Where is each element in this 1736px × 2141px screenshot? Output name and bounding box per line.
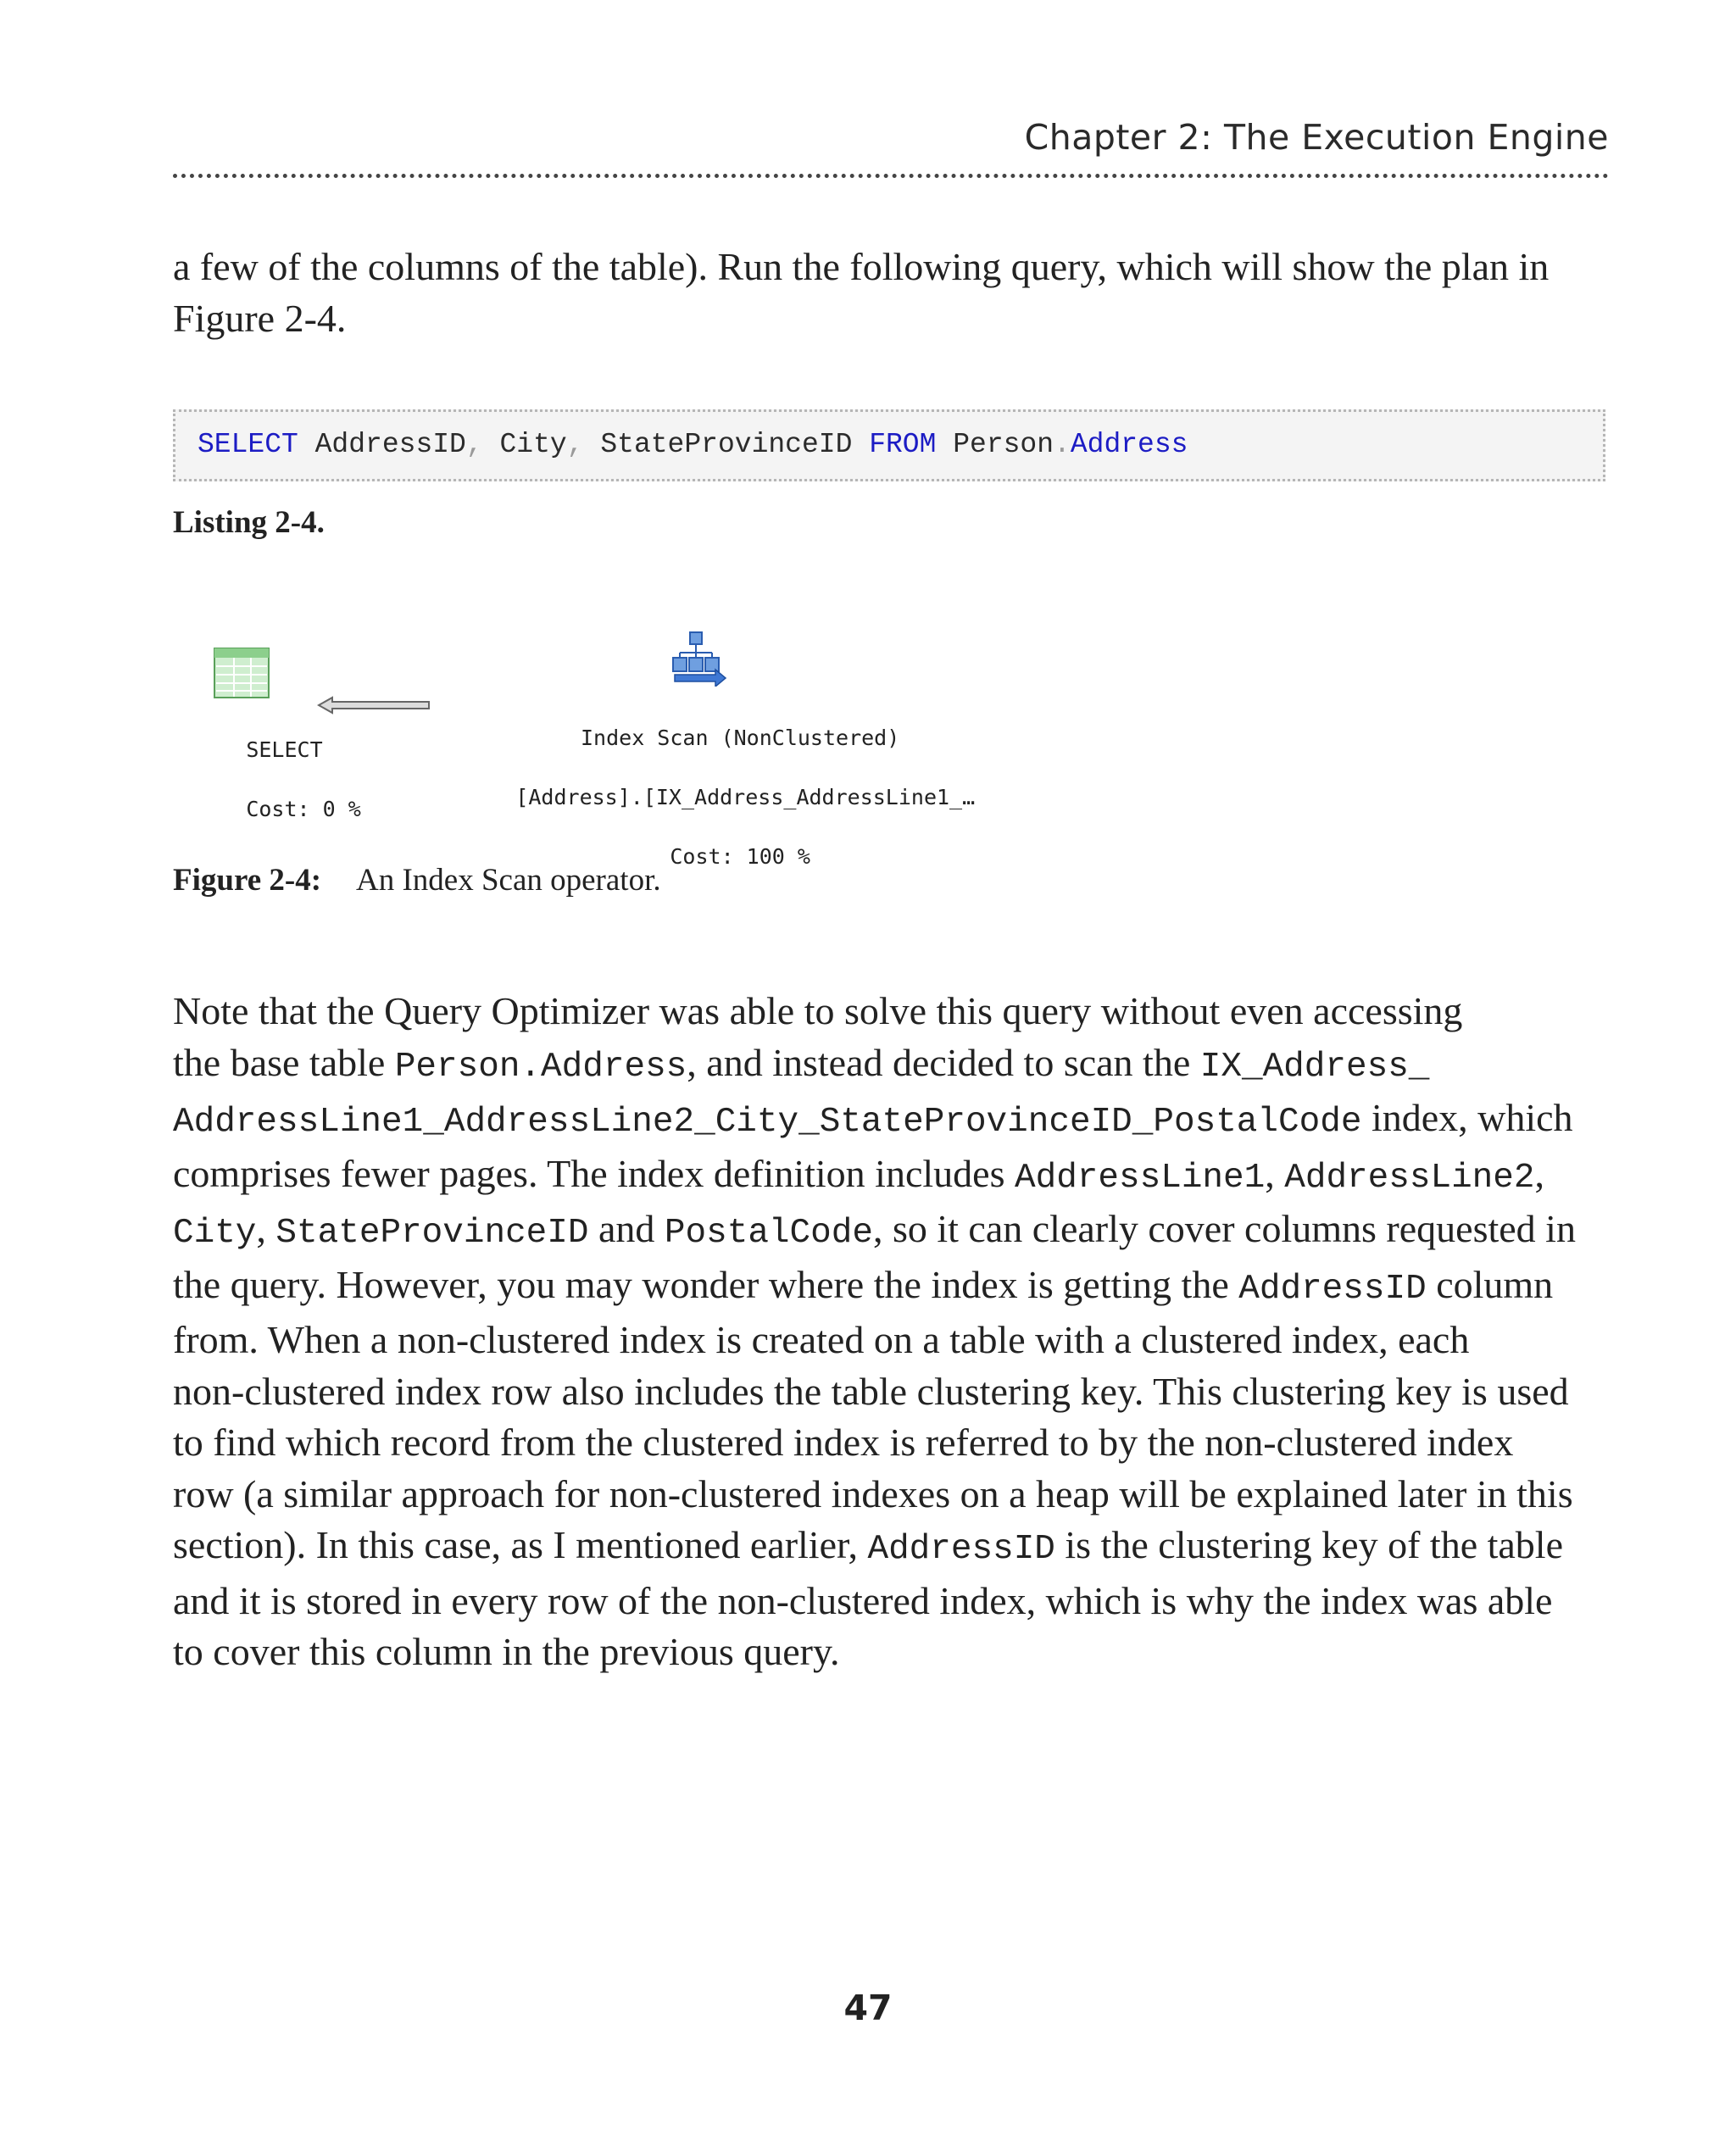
body-line: row (a similar approach for non-clustered indexes on a heap will be explained later in this xyxy=(173,1471,1573,1515)
select-table-icon xyxy=(214,648,270,698)
body-text: , and instead decided to scan the xyxy=(687,1040,1200,1084)
body-text: , xyxy=(1534,1151,1544,1195)
body-text: column xyxy=(1426,1262,1554,1306)
code-comma: , xyxy=(566,429,584,460)
intro-paragraph xyxy=(173,242,1614,344)
body-text: , xyxy=(1265,1151,1285,1195)
keyword-from: FROM xyxy=(869,429,937,460)
body-paragraph xyxy=(173,986,1614,1678)
data-flow-arrow-icon xyxy=(317,695,432,715)
body-text: is the clustering key of the table xyxy=(1054,1523,1564,1566)
code-column-addressid: AddressID xyxy=(298,429,466,460)
inline-code: AddressID xyxy=(867,1530,1055,1569)
code-listing-box xyxy=(173,409,1605,481)
select-op-name: SELECT xyxy=(246,737,323,762)
body-line: Note that the Query Optimizer was able to solve this query without even accessing xyxy=(173,989,1463,1032)
body-text: and xyxy=(588,1207,665,1250)
body-line: non-clustered index row also includes the table clustering key. This clustering key is used xyxy=(173,1369,1569,1413)
inline-code: AddressLine1 xyxy=(1014,1158,1266,1198)
select-op-label xyxy=(170,705,361,854)
index-scan-icon xyxy=(671,631,727,687)
intro-line-2: Figure 2-4. xyxy=(173,296,347,340)
index-scan-op-cost: Cost: 100 % xyxy=(670,844,810,869)
body-line: to cover this column in the previous query. xyxy=(173,1630,840,1673)
code-comma: , xyxy=(465,429,483,460)
figure-caption-number: Figure 2-4: xyxy=(173,863,322,898)
code-table: Address xyxy=(1070,429,1188,460)
code-column-stateprovinceid: StateProvinceID xyxy=(583,429,870,460)
running-header: Chapter 2: The Execution Engine xyxy=(1024,117,1609,158)
code-schema: Person xyxy=(936,429,1054,460)
body-text: the query. However, you may wonder where the index is getting the xyxy=(173,1262,1239,1306)
intro-line-1: a few of the columns of the table). Run the following query, which will show the plan in xyxy=(173,245,1550,288)
code-column-city: City xyxy=(482,429,567,460)
body-text: , so it can clearly cover columns requested in xyxy=(872,1207,1576,1250)
execution-plan-figure xyxy=(161,627,976,869)
body-text: section). In this case, as I mentioned earlier, xyxy=(173,1523,868,1566)
select-op-cost: Cost: 0 % xyxy=(246,797,361,821)
header-rule xyxy=(173,174,1609,178)
body-line: from. When a non-clustered index is created on a table with a clustered index, each xyxy=(173,1318,1470,1361)
index-scan-op-object: [Address].[IX_Address_AddressLine1_… xyxy=(515,785,976,809)
body-text: , xyxy=(256,1207,276,1250)
body-text: index, which xyxy=(1361,1096,1573,1139)
figure-caption xyxy=(173,862,661,898)
body-line: to find which record from the clustered index is referred to by the non-clustered index xyxy=(173,1421,1514,1464)
inline-code: AddressLine1_AddressLine2_City_StateProvinceID_PostalCode xyxy=(173,1103,1362,1142)
body-text: comprises fewer pages. The index definition includes xyxy=(173,1151,1015,1195)
code-dot: . xyxy=(1054,429,1071,460)
body-text: the base table xyxy=(173,1040,395,1084)
page-number: 47 xyxy=(843,1988,893,2028)
code-line xyxy=(198,429,1188,460)
listing-caption: Listing 2-4. xyxy=(173,505,325,540)
inline-code: Person.Address xyxy=(394,1047,687,1087)
inline-code: AddressID xyxy=(1238,1269,1427,1309)
inline-code: PostalCode xyxy=(664,1214,873,1253)
body-line: and it is stored in every row of the non-clustered index, which is why the index was able xyxy=(173,1578,1553,1622)
index-scan-op-name: Index Scan (NonClustered) xyxy=(581,726,900,750)
inline-code: AddressLine2 xyxy=(1284,1158,1535,1198)
keyword-select: SELECT xyxy=(198,429,298,460)
inline-code: StateProvinceID xyxy=(275,1214,589,1253)
inline-code: City xyxy=(173,1214,257,1253)
inline-code: IX_Address_ xyxy=(1199,1047,1430,1087)
figure-caption-text: An Index Scan operator. xyxy=(356,863,661,898)
